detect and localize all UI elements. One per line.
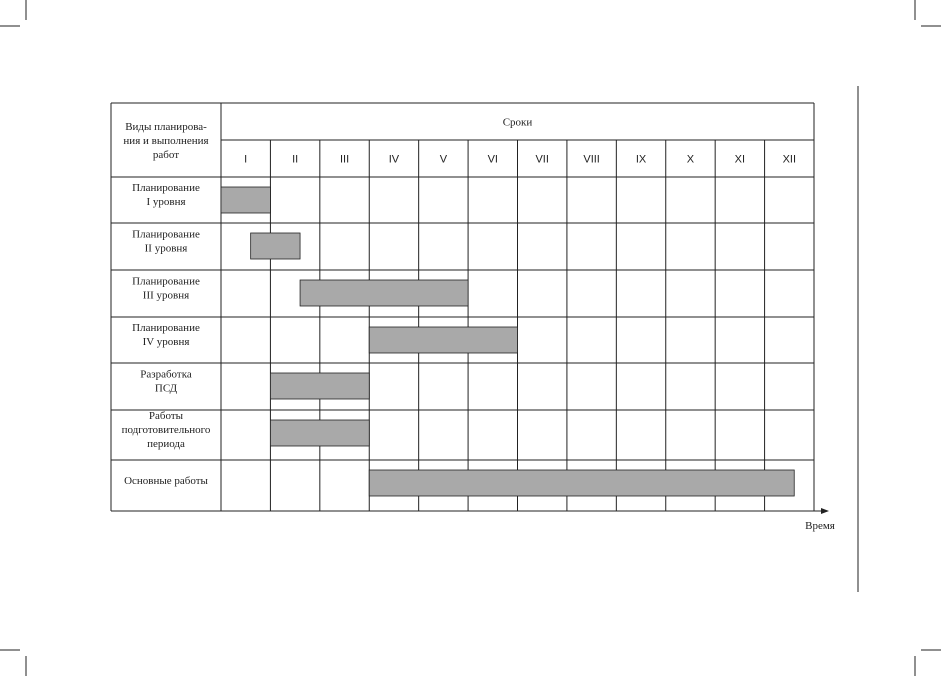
month-label: VIII: [583, 153, 600, 166]
task-label: Планирование: [132, 182, 200, 194]
month-label: IX: [635, 153, 647, 166]
month-label: III: [339, 153, 350, 166]
month-label: X: [686, 153, 695, 166]
time-axis-arrow: [821, 508, 829, 514]
task-label: подготовительного: [121, 424, 211, 436]
task-bar: [270, 420, 369, 446]
task-label: Планирование: [132, 275, 200, 288]
task-label: IV уровня: [142, 336, 190, 348]
task-bar: [300, 280, 468, 306]
task-label: Планирование: [132, 322, 200, 334]
month-label: II: [292, 153, 299, 166]
task-bar: [369, 470, 794, 496]
month-label: VII: [535, 153, 549, 166]
month-label: V: [439, 153, 448, 166]
gantt-table: [111, 103, 829, 514]
month-label: IV: [388, 153, 400, 166]
header-work-types-label: ния и выполнения: [123, 135, 209, 147]
task-label: I уровня: [146, 196, 186, 208]
task-label: II уровня: [144, 242, 188, 255]
month-label: I: [244, 153, 248, 166]
task-bar: [251, 233, 300, 259]
task-bar: [270, 373, 369, 399]
header-time-label: Сроки: [502, 116, 533, 129]
task-label: Основные работы: [124, 475, 208, 487]
task-label: III уровня: [142, 289, 190, 302]
task-label: Разработка: [140, 368, 192, 381]
task-label: периода: [147, 438, 185, 450]
header-work-types-label: Виды планирова-: [125, 121, 207, 133]
month-label: XII: [782, 153, 797, 166]
task-bars: [221, 187, 794, 496]
header-work-types-label: работ: [152, 149, 180, 161]
task-label: Планирование: [132, 228, 200, 241]
month-label: VI: [487, 153, 498, 166]
task-label: Работы: [148, 410, 184, 422]
x-axis-label: Время: [805, 520, 835, 532]
task-bar: [221, 187, 270, 213]
task-bar: [369, 327, 517, 353]
task-label: ПСД: [154, 382, 178, 395]
month-label: XI: [734, 153, 746, 166]
